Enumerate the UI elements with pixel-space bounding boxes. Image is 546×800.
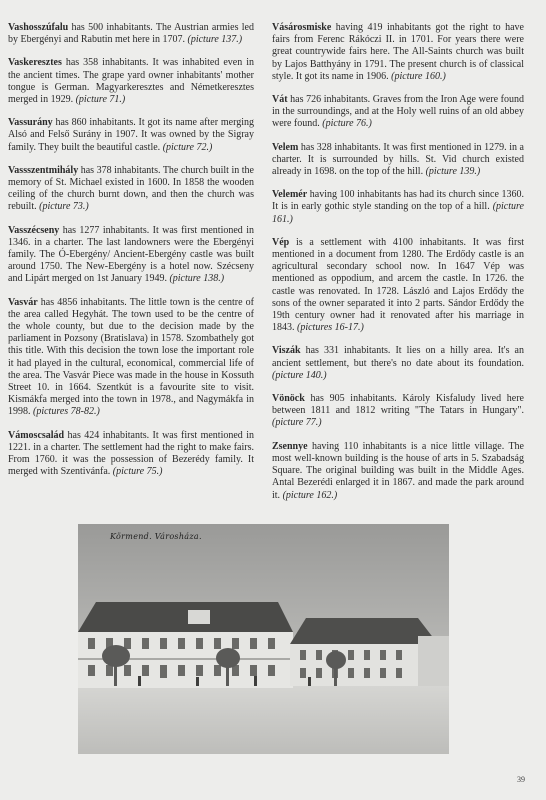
page-number: 39	[517, 775, 525, 784]
entry-text: has 726 inhabitants. Graves from the Iron Age were found in the surroundings, and at the Holy well ruins of an old abbey were found.	[272, 94, 524, 130]
entry-name: Vép	[272, 236, 290, 248]
entry-text: has 358 inhabitants. It was inhabited even in the ancient times. The grape yard owner inhabitants' mother tongue is German. Magyarkeresztes and Németkeresztes merged in 1929.	[8, 57, 254, 106]
entry-name: Velemér	[272, 189, 308, 201]
entry-text: has 424 inhabitants. It was first mentioned in 1221. in a charter. The settlement had the right to make fairs. From 1760. it was the possession of Bezerédy family. It merged with Szentivánfa.	[8, 429, 254, 478]
entry-text: has 4856 inhabitants. The little town is the centre of the area called Hegyhát. The town used to be the centre of the whole county, but due to the decision made by the parliament in Pozsony (Bratislava) in 1578. Szombathely got this title. With this decision the town lose the important role it had played in the cultural, economical, commercial life of the area. The Vasvár Piece was made in the house in Kossuth Street 10. in 1664. Szentkút is a favourite site to visit. Kismákfa merged into the town in 1978., and Nagymákfa in 1998.	[8, 296, 254, 418]
entry-vaskeresztes	[8, 57, 254, 106]
entry-name: Vaskeresztes	[8, 57, 62, 69]
entry-text: has 1277 inhabitants. It was first mentioned in 1346. in a charter. The last landowners were the Ebergényi family. The Ó-Ebergény/ Ancient-Ebergény castle was built around 1750. The New-Ebergény is a hotel now. Szécseny and Lipárt merged on 1st January 1949.	[8, 224, 254, 285]
picture-ref: (picture 138.)	[169, 273, 225, 285]
left-column	[8, 22, 254, 490]
entry-vassurany	[8, 117, 254, 154]
historic-photo-kormend-town-hall	[78, 524, 449, 754]
entry-text: has 860 inhabitants. It got its name after merging Alsó and Felső Surány in 1907. It was owned by the Sigray family. They built the beautiful castle.	[8, 117, 254, 153]
picture-ref: (pictures 78-82.)	[33, 406, 100, 418]
entry-vasszecseny	[8, 225, 254, 286]
picture-ref: (picture 76.)	[322, 118, 372, 130]
picture-ref: (picture 139.)	[425, 166, 481, 178]
picture-ref: (picture 137.)	[187, 34, 243, 46]
entry-text: has 331 inhabitants. It lies on a hilly area. It's an ancient settlement, but there's no date about its foundation.	[272, 345, 524, 369]
entry-name: Vashosszúfalu	[8, 22, 69, 33]
entry-text: is a settlement with 4100 inhabitants. It was first mentioned in a document from 1280. The Erdődy castle is an agricultural secondary school now. In 1647 Vép was mentioned as oppodium, and arcem the castle. In 1726. the castle was renovated. In 1728. László and Lajos Erdődy the sons of the owner separated it into 2 parts. Sándor Erdődy the 19th century owner had it renovated after his marriage in 1843.	[272, 236, 524, 334]
entry-vamoscsalad	[8, 430, 254, 479]
entry-vonock	[272, 393, 524, 430]
entry-text: has 328 inhabitants. It was first mentioned in 1279. in a charter. It is surrounded by hills. St. Vid church existed already in 1698. on the top of the hill.	[272, 141, 524, 178]
picture-ref: (picture 162.)	[282, 489, 338, 501]
entry-text: has 905 inhabitants. Károly Kisfaludy lived here between 1811 and 1812 writing "The Tatars in Hungary".	[272, 393, 524, 417]
entry-name: Vönöck	[272, 393, 305, 405]
entry-name: Zsennye	[272, 440, 308, 452]
entry-name: Vámoscsalád	[8, 429, 65, 441]
entry-vasvar	[8, 297, 254, 419]
entry-vasarosmiske	[272, 22, 524, 83]
entry-name: Vát	[272, 94, 288, 106]
entry-text: has 500 inhabitants. The Austrian armies led by Ebergényi and Rabutin met here in 1707.	[8, 22, 254, 46]
photo-caption: Körmend. Városháza.	[110, 532, 202, 541]
entry-zsennye	[272, 441, 524, 502]
entry-name: Vasvár	[8, 296, 38, 308]
picture-ref: (picture 75.)	[112, 466, 163, 478]
picture-ref: (picture 140.)	[272, 369, 327, 381]
entry-name: Vasszécseny	[8, 224, 60, 236]
entry-text: has 378 inhabitants. The church built in the memory of St. Michael existed in 1600. In 1858 the wooden ceiling of the church burnt down, and then the church was rebuilt.	[8, 164, 254, 213]
picture-ref: (picture 160.)	[391, 70, 446, 82]
entry-vasszentmihaly	[8, 165, 254, 214]
entry-vep	[272, 237, 524, 335]
picture-ref: (picture 73.)	[39, 201, 89, 213]
picture-ref: (picture 71.)	[75, 94, 126, 106]
entry-velem	[272, 142, 524, 179]
picture-ref: (pictures 16-17.)	[297, 322, 364, 334]
entry-name: Vásárosmiske	[272, 22, 332, 33]
picture-ref: (picture 161.)	[272, 201, 524, 225]
picture-ref: (picture 72.)	[162, 141, 213, 153]
entry-text: having 100 inhabitants has had its church since 1360. It is in early gothic style standing on the top of a hill.	[272, 189, 524, 213]
right-column	[272, 22, 524, 513]
entry-vashosszufalu	[8, 22, 254, 46]
town-hall-illustration	[78, 524, 449, 754]
entry-name: Vassurány	[8, 117, 53, 129]
entry-name: Vassszentmihály	[8, 164, 79, 176]
entry-text: having 419 inhabitants got the right to have fairs from Ferenc Rákóczi II. in 1701. For years there were great countrywide fairs here. The All-Saints church was built by Lajos Batthyány in 1791. The present church is of classical style. It got its name in 1906.	[272, 22, 524, 82]
entry-name: Viszák	[272, 345, 301, 357]
entry-vat	[272, 94, 524, 131]
entry-text: having 110 inhabitants is a nice little village. The most well-known building is the house of arts in 5. Szabadság Square. The original building was built in the Middle Ages. Antal Bezerédi enlarged it in 1867. and made the park around it.	[272, 440, 524, 501]
entry-name: Velem	[272, 141, 299, 153]
entry-velemer	[272, 189, 524, 226]
picture-ref: (picture 77.)	[272, 417, 322, 429]
entry-viszak	[272, 345, 524, 382]
